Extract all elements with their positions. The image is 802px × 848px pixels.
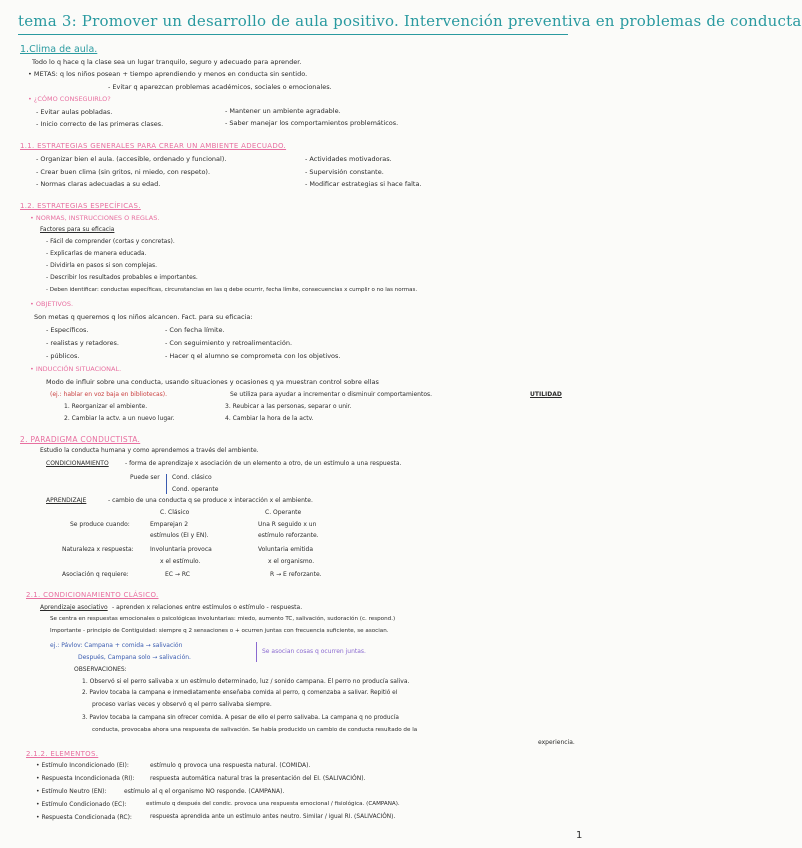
page-number: 1 — [576, 830, 583, 841]
s2-apr-label: APRENDIZAJE — [46, 497, 87, 504]
s12-util-1: 1. Reorganizar el ambiente. — [64, 403, 148, 410]
s2-cond-clasico: Cond. clásico — [172, 474, 212, 481]
s12-factor-1: - Fácil de comprender (cortas y concretas). — [46, 238, 175, 245]
s12-induccion-ej: (ej.: hablar en voz baja en bibliotecas). — [50, 391, 168, 398]
s21-obs-3a: 3. Pavlov tocaba la campana sin ofrecer comida. A pesar de ello el perro salivaba. La campana q no producía — [82, 715, 399, 721]
s12-utilidad: UTILIDAD — [530, 391, 562, 398]
s12-obj-2: - Con fecha límite. — [165, 326, 225, 334]
page-title: tema 3: Promover un desarrollo de aula positivo. Intervención preventiva en problemas de conducta — [18, 12, 802, 30]
s12-obj-6: - Hacer q el alumno se comprometa con los objetivos. — [165, 352, 341, 360]
s12-util-3: 3. Reubicar a las personas, separar o unir. — [225, 403, 352, 410]
s22-e4-label: • Estímulo Condicionado (EC): — [36, 801, 127, 808]
s2-row3-o: R → E reforzante. — [270, 571, 322, 578]
s21-line-2: Se centra en respuestas emocionales o psicológicas involuntarias: miedo, aumento TC, salivación, sudoración (c. respond.) — [50, 616, 396, 622]
s12-util-4: 4. Cambiar la hora de la actv. — [225, 415, 314, 422]
s2-row1-c2: estímulos (EI y EN). — [150, 532, 209, 539]
s1-item-4: - Saber manejar los comportamientos problemáticos. — [225, 119, 399, 127]
s2-row2-o2: x el organismo. — [268, 558, 315, 565]
s2-cond-label: CONDICIONAMIENTO — [46, 460, 109, 467]
s2-row1-o2: estímulo reforzante. — [258, 532, 319, 539]
s21-obs-1: 1. Observó si el perro salivaba x un estímulo determinado, luz / sonido campana. El perro no producía saliva. — [82, 678, 410, 685]
s21-ej-brace — [256, 642, 257, 662]
s12-obj-3: - realistas y retadores. — [46, 339, 119, 347]
s11-item-6: - Modificar estrategias si hace falta. — [305, 180, 422, 188]
section-2-heading: 2. PARADIGMA CONDUCTISTA. — [20, 435, 141, 444]
s12-normas-heading: • NORMAS, INSTRUCCIONES O REGLAS. — [30, 214, 160, 222]
s21-apr-label: Aprendizaje asociativo — [40, 604, 108, 611]
s2-brace — [166, 474, 167, 494]
s1-item-3: - Inicio correcto de las primeras clases. — [36, 120, 164, 128]
s2-cond-text: - forma de aprendizaje x asociación de un elemento a otro, de un estímulo a una respuesta. — [125, 460, 402, 467]
s12-factores: Factores para su eficacia — [40, 226, 115, 233]
s11-item-4: - Supervisión constante. — [305, 168, 384, 176]
s2-cond-operante: Cond. operante — [172, 486, 219, 493]
s12-util-2: 2. Cambiar la actv. a un nuevo lugar. — [64, 415, 175, 422]
s21-line-3: Importante - principio de Contiguidad: siempre q 2 sensaciones o + ocurren juntas con frecuencia suficiente, se asocian. — [50, 628, 389, 634]
section-2-1-heading: 2.1. CONDICIONAMIENTO CLÁSICO. — [26, 591, 159, 599]
s2-puede-ser: Puede ser — [130, 474, 160, 481]
s21-obs-2a: 2. Pavlov tocaba la campana e inmediatamente enseñaba comida al perro, q comenzaba a salivar. Repitió el — [82, 690, 398, 696]
section-1-heading: 1.Clima de aula. — [20, 44, 98, 55]
s2-row3-c: EC → RC — [165, 571, 190, 578]
s2-row1-label: Se produce cuando: — [70, 521, 130, 528]
s1-metas: • METAS: q los niños posean + tiempo aprendiendo y menos en conducta sin sentido. — [28, 70, 308, 78]
s11-item-5: - Normas claras adecuadas a su edad. — [36, 180, 161, 188]
s12-induccion-2: Se utiliza para ayudar a incrementar o disminuir comportamientos. — [230, 391, 433, 398]
s1-metas-2: - Evitar q aparezcan problemas académicos, sociales o emocionales. — [108, 83, 332, 91]
s12-obj-5: - públicos. — [46, 352, 80, 360]
s12-obj-4: - Con seguimiento y retroalimentación. — [165, 339, 293, 347]
s22-e2-label: • Respuesta Incondicionada (RI): — [36, 775, 135, 782]
s2-col-clasico: C. Clásico — [160, 509, 190, 516]
s2-row2-o1: Voluntaria emitida — [258, 546, 314, 553]
s1-line-1: Todo lo q hace q la clase sea un lugar tranquilo, seguro y adecuado para aprender. — [32, 58, 302, 66]
s12-obj-1: - Específicos. — [46, 326, 89, 334]
section-1-2-heading: 1.2. ESTRATEGIAS ESPECÍFICAS. — [20, 202, 141, 210]
s11-item-1: - Organizar bien el aula. (accesible, ordenado y funcional). — [36, 155, 227, 163]
section-2-1-2-heading: 2.1.2. ELEMENTOS. — [26, 750, 99, 758]
s12-induccion-heading: • INDUCCIÓN SITUACIONAL. — [30, 365, 122, 373]
s11-item-2: - Actividades motivadoras. — [305, 155, 392, 163]
s2-row1-o1: Una R seguido x un — [258, 521, 317, 528]
s12-factor-2: - Explicarlas de manera educada. — [46, 250, 147, 257]
s12-objetivos-heading: • OBJETIVOS. — [30, 300, 74, 308]
s21-obs-3b: conducta, provocaba ahora una respuesta de salivación. Se había producido un cambio de conducta resultado de la — [92, 727, 418, 733]
s12-induccion-1: Modo de influir sobre una conducta, usando situaciones y ocasiones q ya muestran control sobre ellas — [46, 378, 379, 386]
s21-apr-text: - aprenden x relaciones entre estímulos o estímulo - respuesta. — [112, 604, 303, 611]
s2-row3-label: Asociación q requiere: — [62, 571, 129, 578]
s22-e1-label: • Estímulo Incondicionado (EI): — [36, 762, 129, 769]
s2-row2-c1: Involuntaria provoca — [150, 546, 212, 553]
s21-obs-2b: proceso varias veces y observó q el perro salivaba siempre. — [92, 701, 272, 708]
s1-item-1: - Evitar aulas pobladas. — [36, 108, 113, 116]
s22-e2-text: respuesta automática natural tras la presentación del EI. (SALIVACIÓN). — [150, 775, 366, 782]
s22-e1-text: estímulo q provoca una respuesta natural. (COMIDA). — [150, 762, 311, 769]
s22-e5-text: respuesta aprendida ante un estímulo antes neutro. Similar / igual RI. (SALIVACIÓN). — [150, 814, 396, 820]
s21-ej-note: Se asocian cosas q ocurren juntas. — [262, 648, 366, 655]
s2-line-1: Estudio la conducta humana y como aprendemos a través del ambiente. — [40, 447, 259, 454]
title-underline — [18, 34, 568, 35]
s21-ej-1: ej.: Pávlov: Campana + comida → salivación — [50, 642, 183, 649]
s22-e4-text: estímulo q después del condic. provoca una respuesta emocional / fisiológica. (CAMPANA). — [146, 801, 400, 807]
s22-e3-text: estímulo al q el organismo NO responde. (CAMPANA). — [124, 788, 285, 795]
s12-factor-4: - Describir los resultados probables e importantes. — [46, 274, 198, 281]
s22-e3-label: • Estímulo Neutro (EN): — [36, 788, 107, 795]
s2-row2-c2: x el estímulo. — [160, 558, 201, 565]
s11-item-3: - Crear buen clima (sin gritos, ni miedo, con respeto). — [36, 168, 211, 176]
s12-factor-3: - Dividirla en pasos si son complejas. — [46, 262, 158, 269]
section-1-1-heading: 1.1. ESTRATEGIAS GENERALES PARA CREAR UN AMBIENTE ADECUADO. — [20, 142, 287, 150]
s21-obs-3c: experiencia. — [538, 739, 575, 746]
s21-obs: OBSERVACIONES: — [74, 666, 127, 673]
s12-factor-5: - Deben identificar: conductas específicas, circunstancias en las q debe ocurrir, fecha límite, consecuencias x cumplir o no las normas. — [46, 287, 418, 293]
s22-e5-label: • Respuesta Condicionada (RC): — [36, 814, 132, 821]
s2-apr-text: - cambio de una conducta q se produce x interacción x el ambiente. — [108, 497, 313, 504]
s1-como-heading: • ¿CÓMO CONSEGUIRLO? — [28, 95, 111, 103]
s2-row2-label: Naturaleza x respuesta: — [62, 546, 134, 553]
s1-item-2: - Mantener un ambiente agradable. — [225, 107, 341, 115]
s21-ej-2: Después, Campana solo → salivación. — [78, 654, 191, 661]
s12-objetivos-intro: Son metas q queremos q los niños alcancen. Fact. para su eficacia: — [34, 313, 253, 321]
s2-row1-c1: Emparejan 2 — [150, 521, 189, 528]
s2-col-operante: C. Operante — [265, 509, 302, 516]
